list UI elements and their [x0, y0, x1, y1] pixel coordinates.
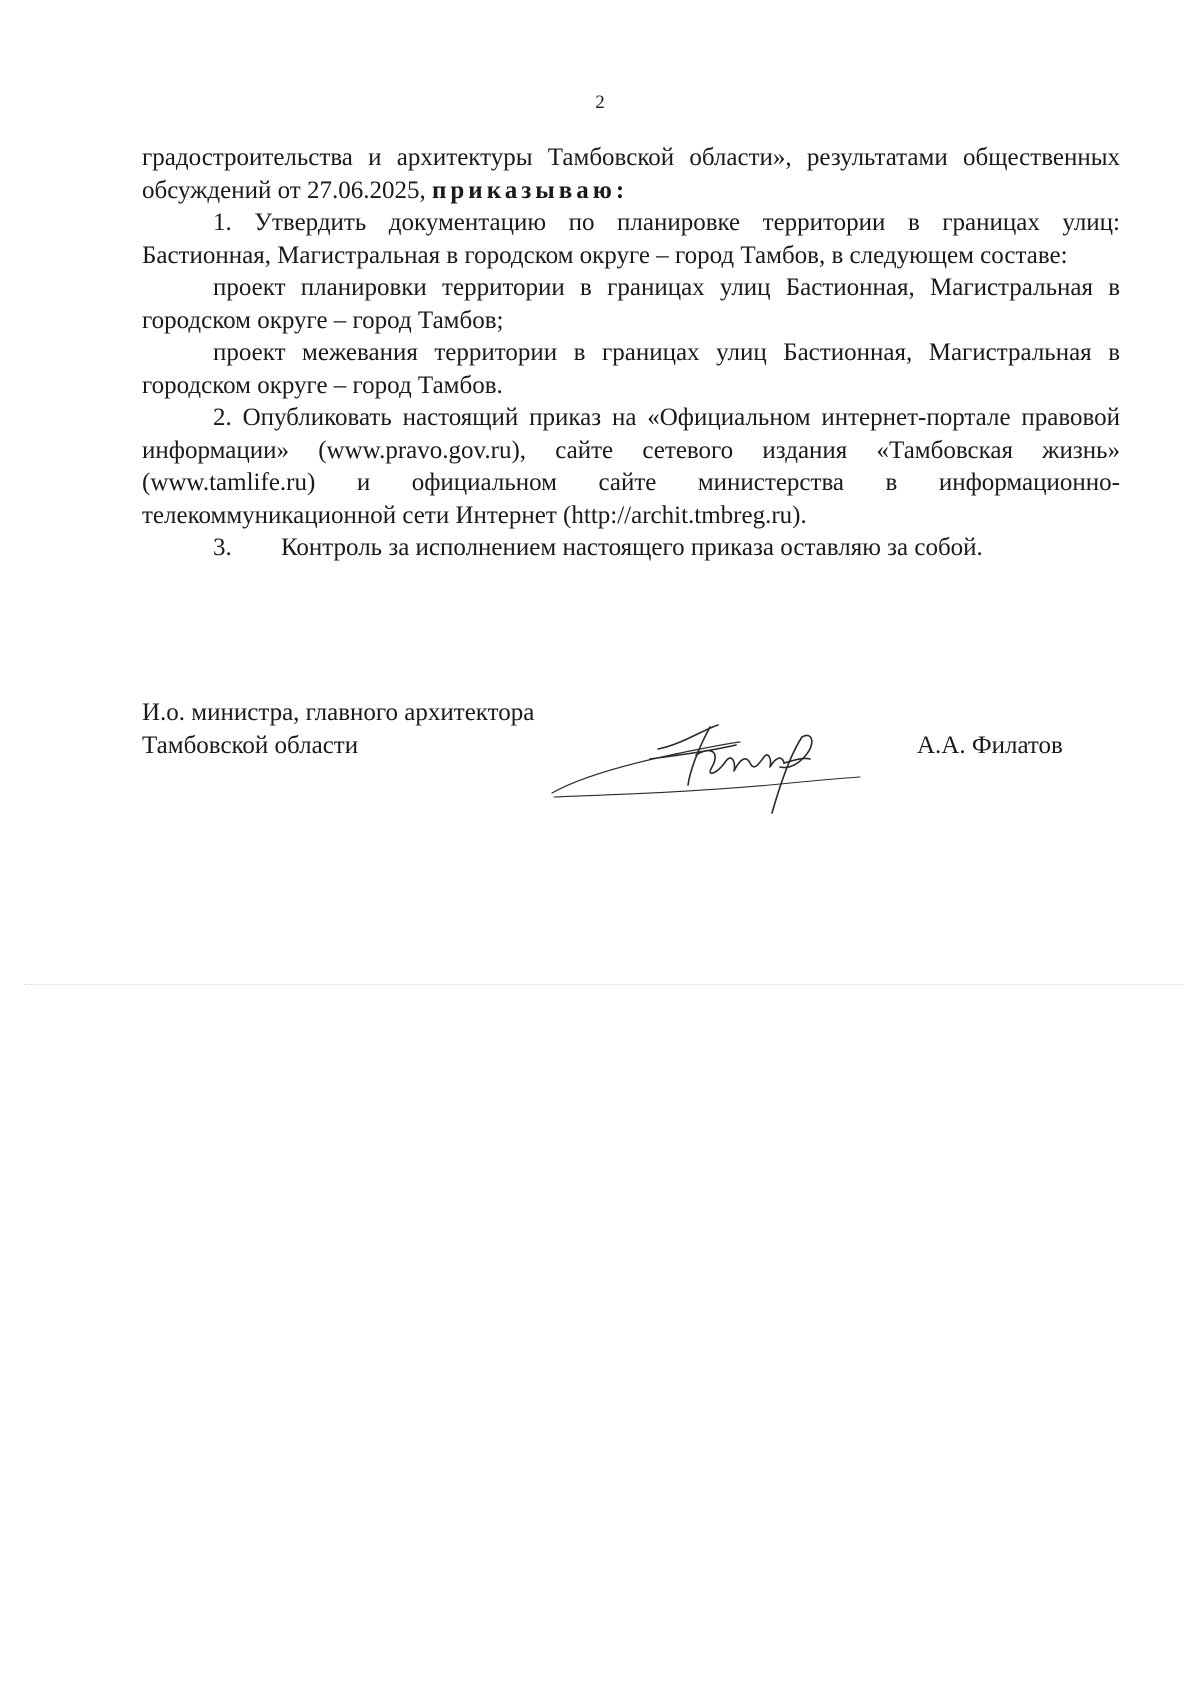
signatory-title-line-1: И.о. министра, главного архитектора	[142, 699, 535, 726]
order-keyword: приказываю:	[431, 176, 629, 204]
page-number: 2	[595, 92, 605, 113]
signatory-title-line-2: Тамбовской области	[142, 731, 359, 759]
order-item-3-text: Контроль за исполнением настоящего приказа оставляю за собой.	[281, 534, 983, 561]
signatory-name: А.А. Филатов	[917, 732, 1063, 759]
document-body	[142, 142, 1120, 565]
order-item-1: 1. Утвердить документацию по планировке территории в границах улиц: Бастионная, Магистральная в городском округе – город Тамбов, в следующем составе:	[142, 209, 1120, 269]
order-item-3	[142, 532, 1120, 565]
paragraph-order-basis	[142, 142, 1120, 207]
paragraph-order-basis-text: градостроительства и архитектуры Тамбовской области», результатами общественных обсуждений от 27.06.2025,	[142, 144, 1120, 204]
order-item-3-number: 3.	[213, 534, 232, 561]
handwritten-signature-icon	[540, 715, 880, 815]
scan-artifact-divider	[24, 984, 1184, 985]
order-item-1-subitem-planning: проект планировки территории в границах улиц Бастионная, Магистральная в городском округе – город Тамбов;	[142, 274, 1120, 334]
order-item-2: 2. Опубликовать настоящий приказ на «Официальном интернет-портале правовой информации» (www.pravo.gov.ru), сайте сетевого издания «Тамбовская жизнь» (www.tamlife.ru) и официальном сайте министерства в информационно-телекоммуникационной сети Интернет (http://archit.tmbreg.ru).	[142, 404, 1120, 529]
order-item-1-subitem-surveying: проект межевания территории в границах улиц Бастионная, Магистральная в городском округе – город Тамбов.	[142, 339, 1120, 399]
